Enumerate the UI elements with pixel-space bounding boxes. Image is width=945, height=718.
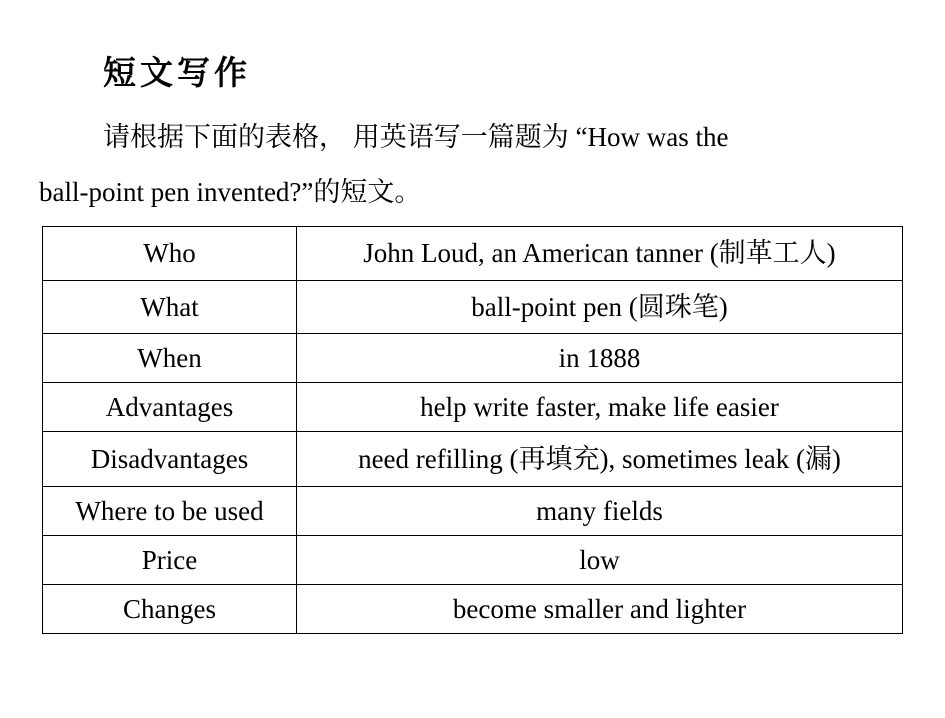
row-value: need refilling (再填充), sometimes leak (漏)	[297, 432, 903, 487]
table-row	[43, 487, 903, 536]
table-row	[43, 536, 903, 585]
row-label: Where to be used	[43, 487, 297, 536]
row-value: low	[297, 536, 903, 585]
row-value: help write faster, make life easier	[297, 383, 903, 432]
table-row	[43, 383, 903, 432]
table-row	[43, 281, 903, 334]
row-label: What	[43, 281, 297, 334]
row-label: Advantages	[43, 383, 297, 432]
row-value: in 1888	[297, 334, 903, 383]
row-label: Changes	[43, 585, 297, 634]
section-heading: 短文写作	[103, 53, 251, 92]
row-value: many fields	[297, 487, 903, 536]
row-value: ball-point pen (圆珠笔)	[297, 281, 903, 334]
row-label: Price	[43, 536, 297, 585]
row-label: When	[43, 334, 297, 383]
instruction-line-1: 请根据下面的表格， 用英语写一篇题为 “How was the	[103, 122, 729, 152]
row-value: John Loud, an American tanner (制革工人)	[297, 227, 903, 281]
instruction-line-2: ball-point pen invented?”的短文。	[39, 177, 422, 207]
table-row	[43, 227, 903, 281]
info-table	[42, 226, 903, 634]
table-row	[43, 432, 903, 487]
row-value: become smaller and lighter	[297, 585, 903, 634]
row-label: Disadvantages	[43, 432, 297, 487]
table-row	[43, 334, 903, 383]
table-row	[43, 585, 903, 634]
row-label: Who	[43, 227, 297, 281]
